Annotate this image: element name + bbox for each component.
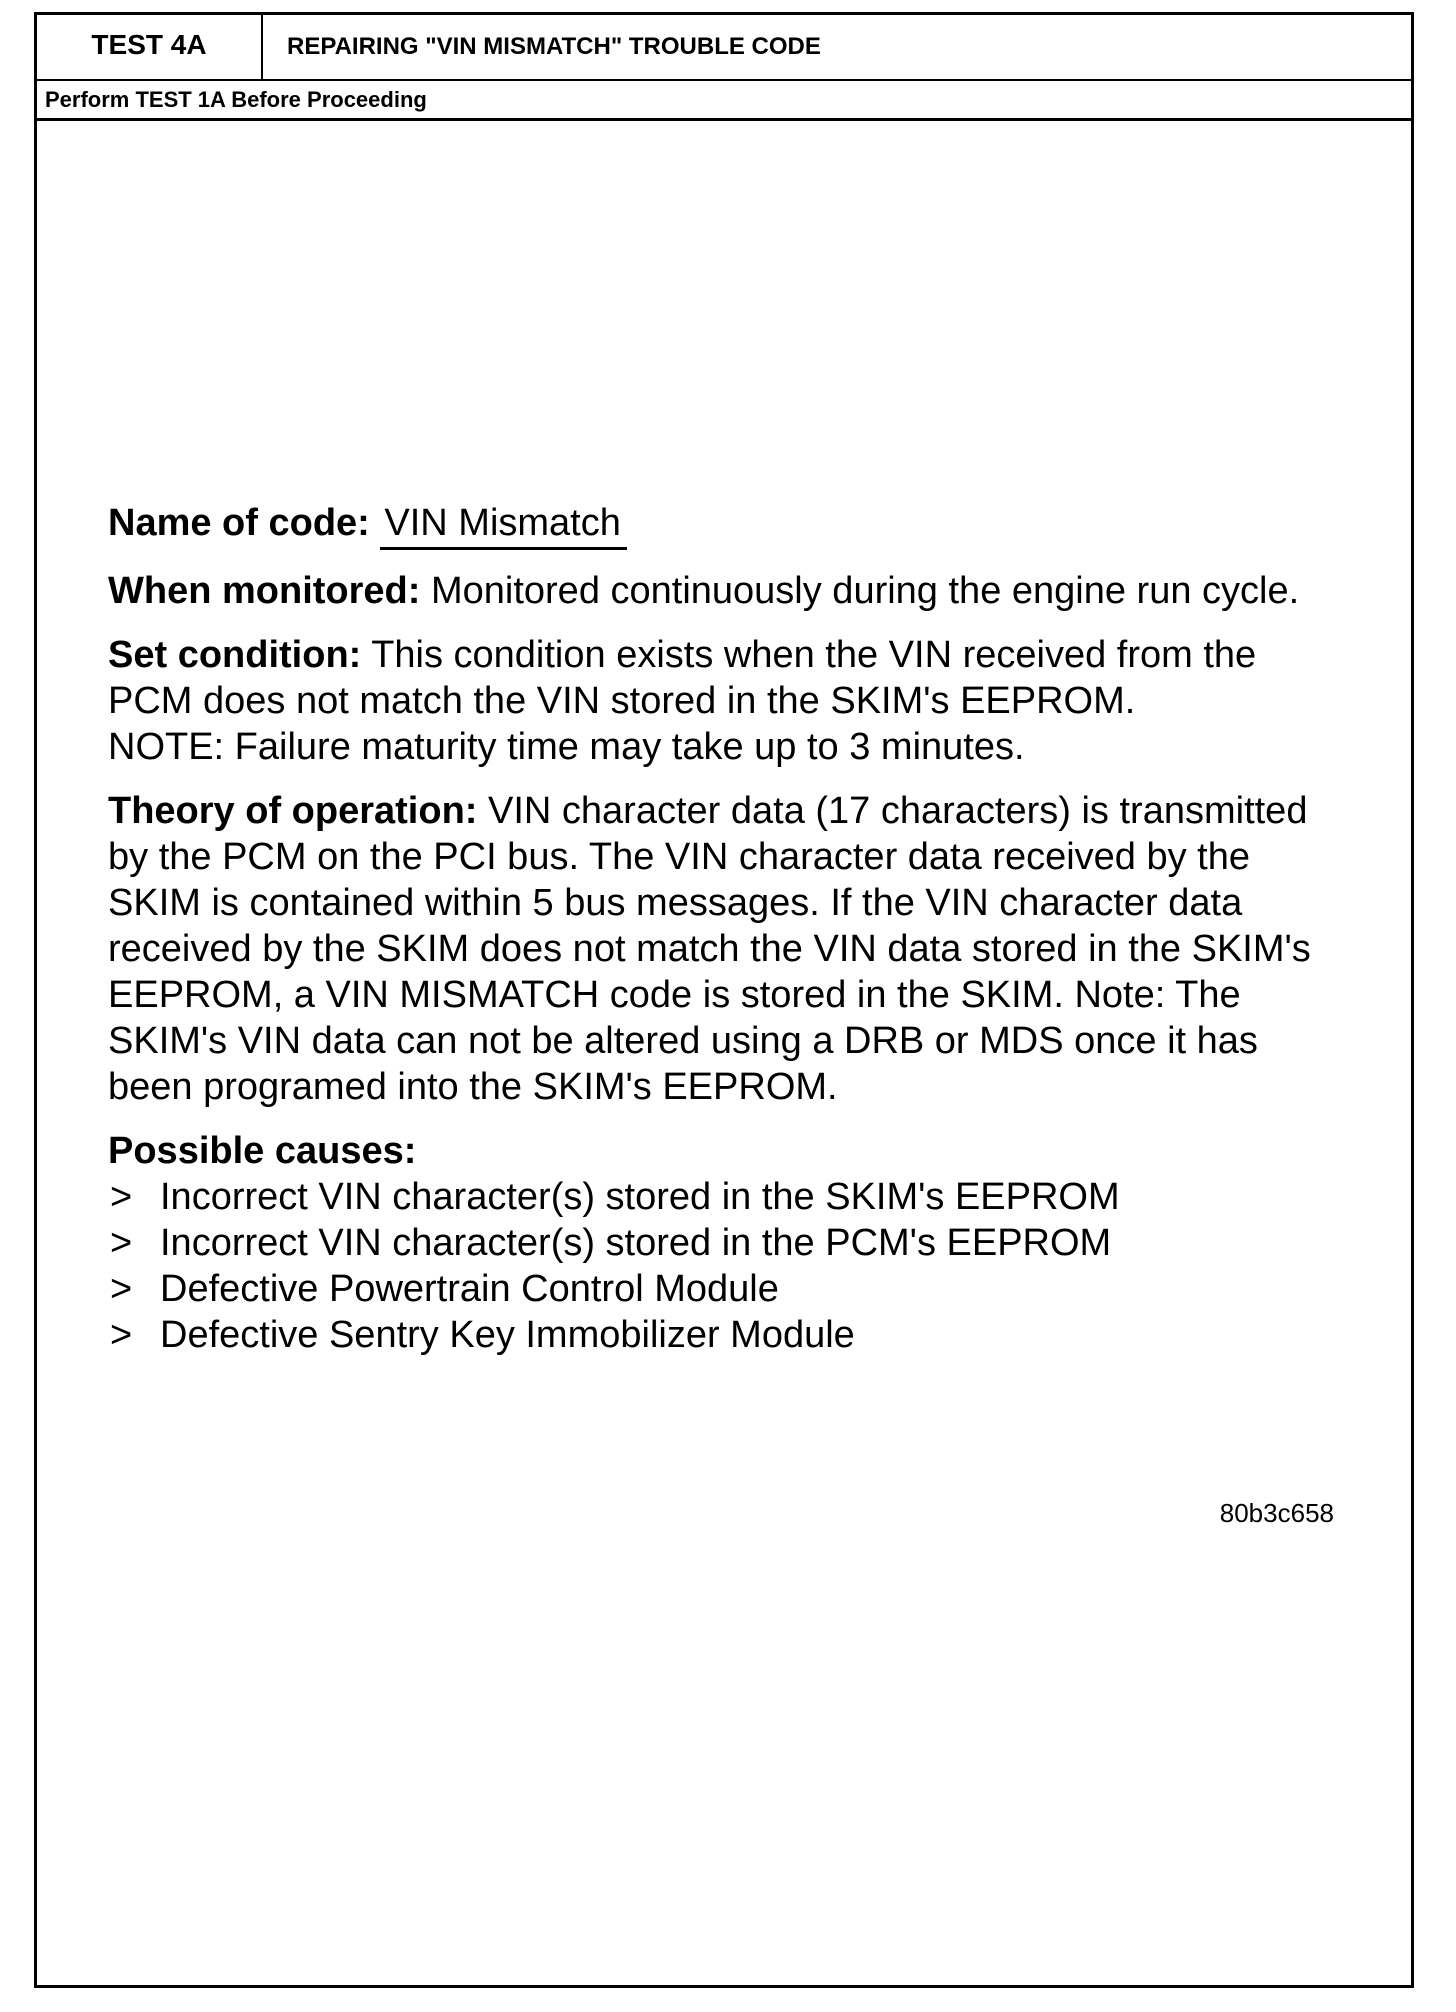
set-condition-note: NOTE: Failure maturity time may take up to 3 minutes. xyxy=(108,726,1025,768)
set-condition-section xyxy=(108,632,1348,770)
when-monitored-section xyxy=(108,568,1348,614)
cause-text: Incorrect VIN character(s) stored in the SKIM's EEPROM xyxy=(160,1176,1120,1218)
list-item xyxy=(108,1220,1348,1266)
cause-text: Defective Sentry Key Immobilizer Module xyxy=(160,1314,855,1356)
prerequisite-bar xyxy=(37,81,1411,121)
theory-of-operation-label: Theory of operation: xyxy=(108,790,478,832)
name-of-code-section xyxy=(108,500,1348,550)
test-title: REPAIRING "VIN MISMATCH" TROUBLE CODE xyxy=(287,33,821,60)
bullet-marker: > xyxy=(110,1176,133,1218)
when-monitored-label: When monitored: xyxy=(108,570,421,612)
bullet-marker: > xyxy=(110,1314,133,1356)
possible-causes-label: Possible causes: xyxy=(108,1130,417,1172)
theory-of-operation-text: VIN character data (17 characters) is transmitted by the PCM on the PCI bus. The VIN character data received by the SKIM is contained within 5 bus messages. If the VIN character data received by the SKIM does not match the VIN data stored in the SKIM's EEPROM, a VIN MISMATCH code is stored in the SKIM. Note: The SKIM's VIN data can not be altered using a DRB or MDS once it has been programed into the SKIM's EEPROM. xyxy=(108,790,1311,1108)
possible-causes-list xyxy=(108,1174,1348,1358)
name-of-code-value: VIN Mismatch xyxy=(380,501,626,550)
cause-text: Incorrect VIN character(s) stored in the PCM's EEPROM xyxy=(160,1222,1112,1264)
theory-of-operation-section xyxy=(108,788,1348,1110)
list-item xyxy=(108,1312,1348,1358)
set-condition-label: Set condition: xyxy=(108,634,362,676)
list-item xyxy=(108,1174,1348,1220)
possible-causes-section xyxy=(108,1128,1348,1358)
cause-text: Defective Powertrain Control Module xyxy=(160,1268,779,1310)
bullet-marker: > xyxy=(110,1222,133,1264)
test-id: TEST 4A xyxy=(37,15,263,79)
prerequisite-note: Perform TEST 1A Before Proceeding xyxy=(45,87,427,112)
reference-id: 80b3c658 xyxy=(1219,1498,1334,1528)
list-item xyxy=(108,1266,1348,1312)
bullet-marker: > xyxy=(110,1268,133,1310)
when-monitored-text: Monitored continuously during the engine run cycle. xyxy=(430,570,1300,612)
test-header xyxy=(37,15,1411,81)
name-of-code-label: Name of code: xyxy=(108,502,370,544)
code-description xyxy=(108,500,1348,1376)
set-condition-text: This condition exists when the VIN received from the PCM does not match the VIN stored in the SKIM's EEPROM. xyxy=(108,634,1257,722)
